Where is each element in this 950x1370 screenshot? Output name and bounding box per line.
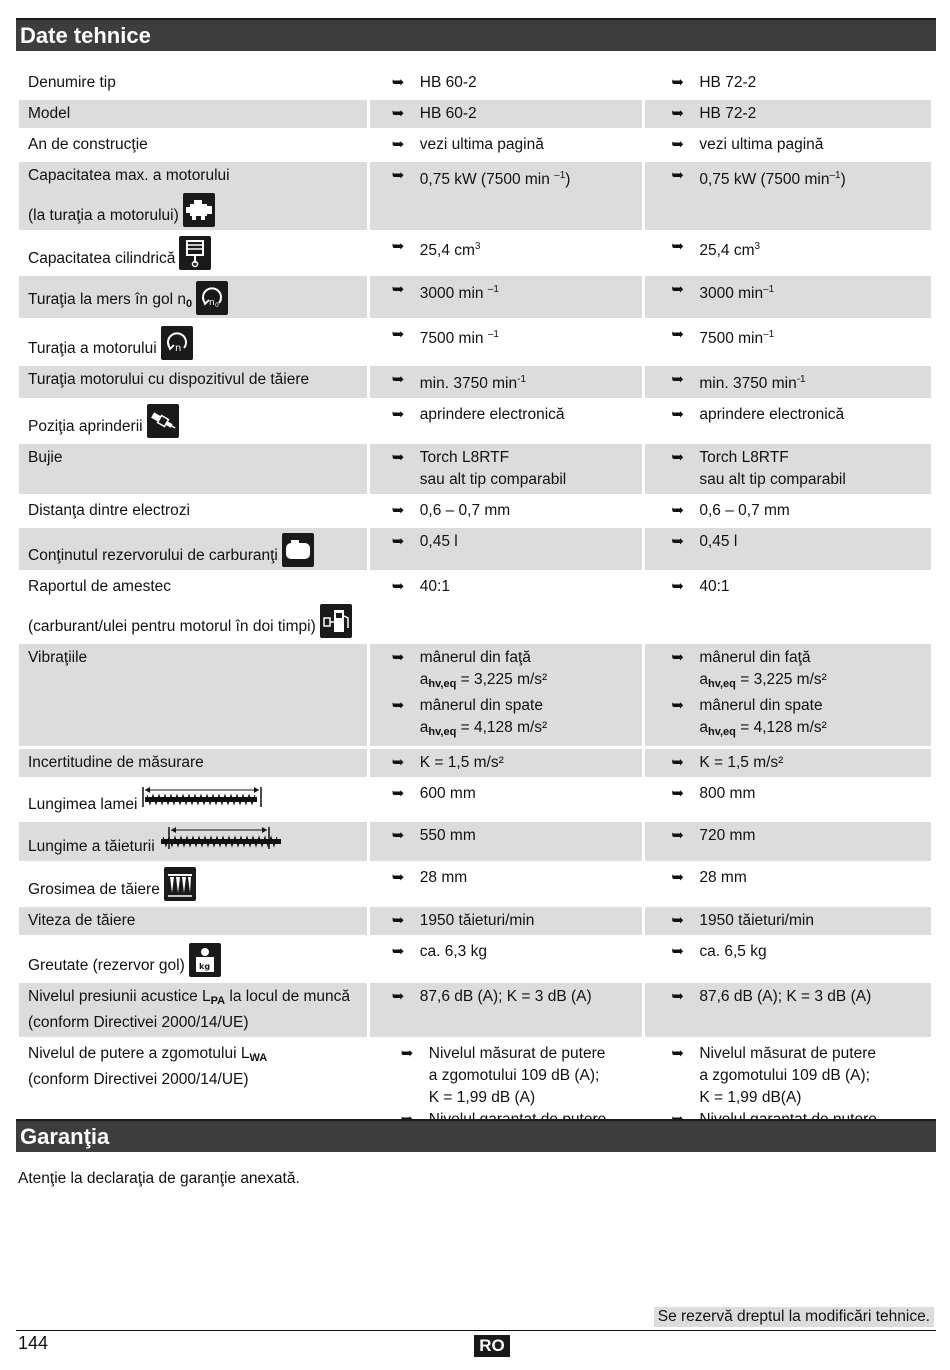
arrow-icon: ➥: [391, 326, 405, 343]
table-row: Poziţia aprinderii ➥ aprindere electronică ➥ aprindere electronică: [19, 401, 931, 441]
arrow-icon: ➥: [671, 697, 684, 714]
arrow-icon: ➥: [671, 105, 684, 122]
technical-data-table: [16, 66, 934, 1159]
footer-note: Se rezervă dreptul la modificări tehnice.: [654, 1307, 934, 1327]
row-label: Model: [19, 100, 367, 128]
spark-plug-icon: [147, 404, 179, 438]
table-row: Greutate (rezervor gol) kg ➥ ca. 6,3 kg ➥ ca. 6,5 kg: [19, 938, 931, 980]
arrow-icon: ➥: [671, 785, 684, 802]
row-label: Capacitatea max. a motorului: [28, 167, 230, 184]
row-label: Viteza de tăiere: [19, 907, 367, 935]
cutting-thickness-icon: [164, 867, 196, 901]
arrow-icon: ➥: [400, 1045, 414, 1062]
arrow-icon: ➥: [391, 697, 405, 714]
arrow-icon: ➥: [391, 827, 405, 844]
table-row: Conţinutul rezervorului de carburanţi ➥ 0,45 l ➥ 0,45 l: [19, 528, 931, 570]
arrow-icon: ➥: [671, 578, 684, 595]
footer-divider: [16, 1330, 936, 1331]
arrow-icon: ➥: [671, 1045, 684, 1062]
arrow-icon: ➥: [671, 502, 684, 519]
arrow-icon: ➥: [671, 912, 684, 929]
cutting-length-icon: [159, 825, 283, 858]
arrow-icon: ➥: [391, 371, 405, 388]
row-label: Poziţia aprinderii: [28, 418, 143, 435]
arrow-icon: ➥: [391, 406, 405, 423]
arrow-icon: ➥: [671, 449, 684, 466]
arrow-icon: ➥: [391, 238, 405, 255]
section-title-warranty: Garanţia: [16, 1119, 936, 1152]
weight-icon: [189, 943, 221, 977]
table-row: Raportul de amestec (carburant/ulei pentru motorul în doi timpi) ➥ 40:1 ➥ 40:1: [19, 573, 931, 641]
row-label: Denumire tip: [28, 74, 116, 91]
table-row: Lungime a tăieturii ➥ 550 mm ➥ 720 mm: [19, 822, 931, 861]
row-label: Turaţia motorului cu dispozitivul de tăiere: [19, 366, 367, 398]
row-label: Distanţa dintre electrozi: [28, 502, 190, 519]
arrow-icon: ➥: [671, 238, 684, 255]
arrow-icon: ➥: [671, 988, 684, 1005]
arrow-icon: ➥: [391, 502, 405, 519]
row-label: Bujie: [19, 444, 367, 494]
row-label: Turaţia a motorului: [28, 340, 157, 357]
table-row: Bujie ➥ Torch L8RTF sau alt tip comparabil ➥ Torch L8RTF sau alt tip comparabil: [19, 444, 931, 494]
arrow-icon: ➥: [671, 371, 684, 388]
row-label: Conţinutul rezervorului de carburanţi: [28, 547, 278, 564]
table-row: Model ➥ HB 60-2 ➥ HB 72-2: [19, 100, 931, 128]
row-label: Greutate (rezervor gol): [28, 957, 185, 974]
table-row: An de construcţie ➥ vezi ultima pagină ➥ vezi ultima pagină: [19, 131, 931, 159]
arrow-icon: ➥: [391, 649, 405, 666]
warranty-text: Atenţie la declaraţia de garanţie anexată.: [18, 1170, 300, 1187]
arrow-icon: ➥: [671, 533, 684, 550]
arrow-icon: ➥: [671, 74, 684, 91]
arrow-icon: ➥: [391, 105, 405, 122]
arrow-icon: ➥: [391, 912, 405, 929]
row-label: Vibraţiile: [19, 644, 367, 746]
svg-text:n: n: [209, 298, 215, 308]
arrow-icon: ➥: [391, 754, 405, 771]
arrow-icon: ➥: [391, 281, 405, 298]
svg-text:n: n: [174, 343, 181, 354]
arrow-icon: ➥: [391, 785, 405, 802]
svg-text:kg: kg: [198, 962, 210, 971]
rpm-icon: [161, 326, 193, 360]
language-badge: RO: [474, 1335, 510, 1357]
fuel-pump-icon: [320, 604, 352, 638]
fuel-tank-icon: [282, 533, 314, 567]
table-row: Distanţa dintre electrozi ➥ 0,6 – 0,7 mm ➥ 0,6 – 0,7 mm: [19, 497, 931, 525]
arrow-icon: ➥: [671, 943, 684, 960]
arrow-icon: ➥: [391, 988, 405, 1005]
arrow-icon: ➥: [391, 167, 405, 184]
arrow-icon: ➥: [671, 136, 684, 153]
row-label: Raportul de amestec: [28, 578, 172, 595]
arrow-icon: ➥: [671, 827, 684, 844]
table-row: Viteza de tăiere ➥ 1950 tăieturi/min ➥ 1950 tăieturi/min: [19, 907, 931, 935]
table-row: Nivelul de putere a zgomotului $L_{WA}$ (conform Directivei 2000/14/UE) ➥ Nivelul măsurat de putere a zgomotului 109 dB (A); K = 1,99 dB (A) ➥ Nivelul măsurat de putere a zgomotului 109 dB (A); K = 1,99 dB(A): [19, 1040, 931, 1156]
cylinder-icon: [179, 236, 211, 270]
arrow-icon: ➥: [391, 943, 405, 960]
blade-length-icon: [141, 783, 265, 816]
arrow-icon: ➥: [391, 449, 405, 466]
row-label: An de construcţie: [28, 136, 148, 153]
page-number: 144: [18, 1333, 49, 1353]
row-label: Lungime a tăieturii: [28, 838, 155, 855]
arrow-icon: ➥: [391, 869, 405, 886]
table-row: Turaţia a motorului n ➥ 7500 min $^{-1}$ ➥ 7500 $\min^{-1}$: [19, 321, 931, 363]
section-title-technical-data: Date tehnice: [16, 18, 936, 51]
table-row: Turaţia la mers în gol $n_0$ n 0 ➥ 3000 min $^{-1}$ ➥ 3000 $\min^{-1}$: [19, 276, 931, 318]
arrow-icon: ➥: [671, 754, 684, 771]
engine-icon: [183, 193, 215, 227]
arrow-icon: ➥: [671, 326, 684, 343]
table-row: Grosimea de tăiere ➥ 28 mm ➥ 28 mm: [19, 864, 931, 904]
svg-text:0: 0: [215, 302, 219, 309]
arrow-icon: ➥: [391, 136, 405, 153]
table-row: Denumire tip ➥ HB 60-2 ➥ HB 72-2: [19, 69, 931, 97]
row-label: Incertitudine de măsurare: [19, 749, 367, 777]
table-row: Incertitudine de măsurare ➥ K = 1,5 m/s² ➥ K = 1,5 m/s²: [19, 749, 931, 777]
row-label: Nivelul de putere a zgomotului $L_{WA}$: [28, 1045, 268, 1064]
row-label: Nivelul presiunii acustice $L_{PA}$ la locul de muncă: [28, 988, 351, 1007]
arrow-icon: ➥: [671, 406, 684, 423]
row-label: Capacitatea cilindrică: [28, 250, 176, 267]
arrow-icon: ➥: [671, 649, 684, 666]
table-row: Turaţia motorului cu dispozitivul de tăiere ➥ min. 3750 $\min^{-1}$ ➥ min. 3750 $\min^{-1}$: [19, 366, 931, 398]
table-row: Lungimea lamei ➥ 600 mm ➥ 800 mm: [19, 780, 931, 819]
idle-speed-icon: [196, 281, 228, 315]
arrow-icon: ➥: [391, 533, 405, 550]
row-label: Turaţia la mers în gol n: [28, 291, 186, 308]
arrow-icon: ➥: [671, 167, 684, 184]
row-label: Grosimea de tăiere: [28, 881, 160, 898]
row-label: Lungimea lamei: [28, 796, 138, 813]
arrow-icon: ➥: [391, 578, 405, 595]
table-row: Vibraţiile ➥ mânerul din faţă $a_{hv,eq} = 3,225$ m/s² ➥ mânerul din spate $a_{hv,eq} = 4,128$ m/s² ➥ mânerul din faţă $a_{hv,eq} = 3,225$ m/s² ➥ mânerul din spate $a_{hv,eq} = 4,128$ m/s²: [19, 644, 931, 746]
table-row: Nivelul presiunii acustice $L_{PA}$ la locul de muncă (conform Directivei 2000/14/UE) ➥ 87,6 dB (A); K = 3 dB (A) ➥ 87,6 dB (A); K = 3 dB (A): [19, 983, 931, 1037]
table-row: Capacitatea cilindrică ➥ 25,4 $cm^3$ ➥ 25,4 $cm^3$: [19, 233, 931, 273]
arrow-icon: ➥: [671, 281, 684, 298]
arrow-icon: ➥: [391, 74, 405, 91]
arrow-icon: ➥: [671, 869, 684, 886]
table-row: Capacitatea max. a motorului (la turaţia a motorului) ➥ 0,75 kW (7500 min $^{-1}$) ➥ 0,75 kW (7500 $\min^{-1}$): [19, 162, 931, 230]
